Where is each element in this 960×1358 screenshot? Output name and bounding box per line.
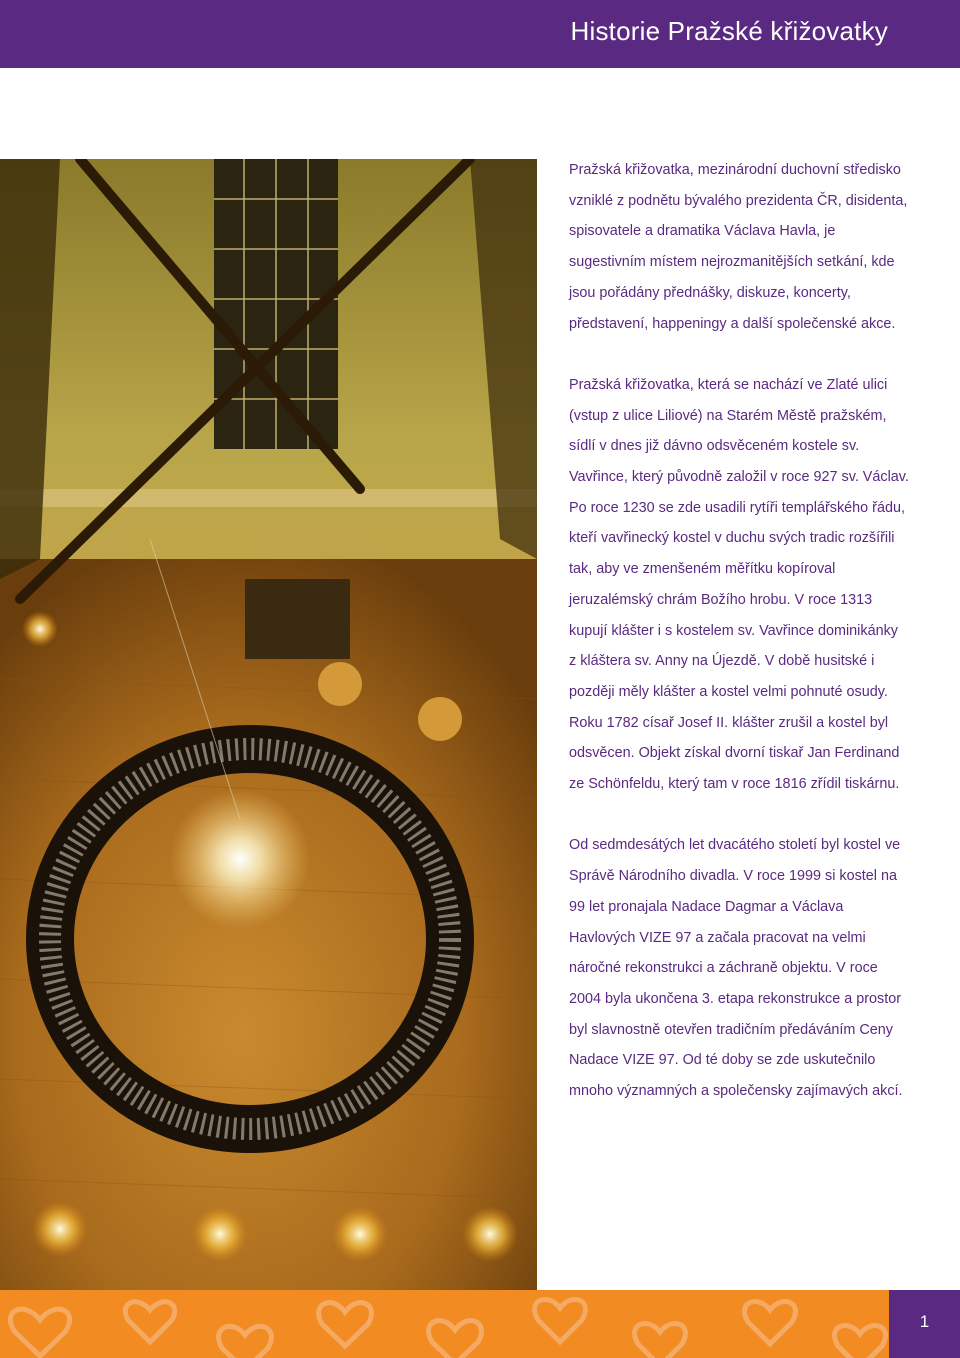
page-number: 1 [919,1312,930,1331]
page-footer [0,1290,960,1358]
page-title: Historie Pražské křižovatky [570,16,888,46]
page-header [0,0,960,68]
heart-outline-icon [0,1290,890,1358]
page-number-box [889,1290,960,1358]
church-interior-photo [0,159,537,1290]
paragraph-history: Pražská křižovatka, která se nachází ve Zlaté ulici (vstup z ulice Liliové) na Starém Městě pražském, sídlí v dnes již dávno odsvěceném kostele sv. Vavřince, který původně založil v roce 927 sv. Václav. Po roce 1230 se zde usadili rytíři templářského řádu, kteří vavřinecký kostel v duchu svých tradic rozšířili tak, aby ve zmenšeném měřítku kopíroval jeruzalémský chrám Božího hrobu. V roce 1313 kupují klášter i s kostelem sv. Vavřince dominikánky z kláštera sv. Anny na Újezdě. V době husitské i později měly klášter a kostel velmi pohnuté osudy. Roku 1782 císař Josef II. klášter zrušil a kostel byl odsvěcen. Objekt získal dvorní tiskař Jan Ferdinand ze Schönfeldu, který tam v roce 1816 zřídil tiskárnu. [569,376,909,793]
paragraph-reconstruction: Od sedmdesátých let dvacátého století byl kostel ve Správě Národního divadla. V roce 1999 si kostel na 99 let pronajala Nadace Dagmar a Václava Havlových VIZE 97 a začala pracovat na velmi náročné rekonstrukci a záchraně objektu. V roce 2004 byla ukončena 3. etapa rekonstrukce a prostor byl slavnostně otevřen tradičním předáváním Ceny Nadace VIZE 97. Od té doby se zde uskutečnilo mnoho významných a společensky zajímavých akcí. [569,837,903,1100]
paragraph-intro: Pražská křižovatka, mezinárodní duchovní středisko vzniklé z podnětu bývalého prezidenta ČR, disidenta, spisovatele a dramatika Václava Havla, je sugestivním místem nejrozmanitějších setkání, kde jsou pořádány přednášky, diskuze, koncerty, představení, happeningy a další společenské akce. [569,162,908,332]
article-text [569,155,909,1107]
